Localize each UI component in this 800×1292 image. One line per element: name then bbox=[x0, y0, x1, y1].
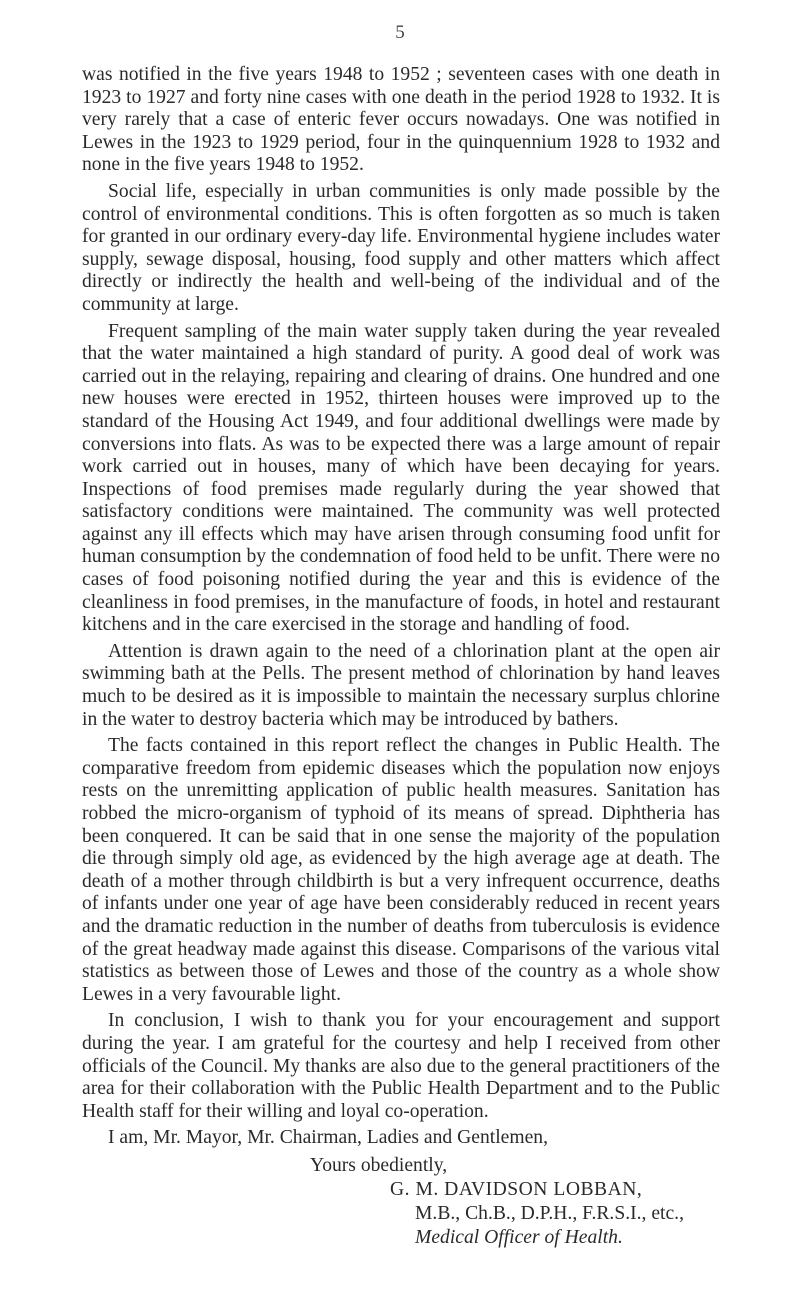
report-body bbox=[82, 64, 720, 1250]
paragraph-public-health: The facts contained in this report reflect the changes in Public Health. The comparative freedom from epidemic diseases which the population now enjoys rests on the unremitting application of public health measures. Sanitation has robbed the micro-organism of typhoid of its means of spread. Diphtheria has been conquered. It can be said that in one sense the majority of the population die through simply old age, as evidenced by the high average age at death. The death of a mother through childbirth is but a very infrequent occurrence, deaths of infants under one year of age have been considerably reduced in recent years and the dramatic reduction in the number of deaths from tuberculosis is evidence of the great headway made against this disease. Comparisons of the various vital statistics as between those of Lewes and those of the country as a whole show Lewes in a very favourable light. bbox=[82, 735, 720, 1005]
signature-block bbox=[82, 1154, 720, 1250]
paragraph-conclusion: In conclusion, I wish to thank you for your encouragement and support during the year. I am grateful for the courtesy and help I received from other officials of the Council. My thanks are also due to the general practitioners of the area for their collaboration with the Public Health Department and to the Public Health staff for their willing and loyal co-operation. bbox=[82, 1010, 720, 1122]
signatory-name: G. M. DAVIDSON LOBBAN, bbox=[390, 1178, 643, 1200]
paragraph-enteric-fever: was notified in the five years 1948 to 1952 ; seventeen cases with one death in 1923 to 1927 and forty nine cases with one death in the period 1928 to 1932. It is very rarely that a case of enteric fever occurs nowadays. One was notified in Lewes in the 1923 to 1929 period, four in the quinquennium 1928 to 1932 and none in the five years 1948 to 1952. bbox=[82, 64, 720, 176]
page-number: 5 bbox=[395, 22, 405, 43]
paragraph-chlorination: Attention is drawn again to the need of a chlorination plant at the open air swimming bath at the Pells. The present method of chlorination by hand leaves much to be desired as it is impossible to maintain the necessary surplus chlorine in the water to destroy bacteria which may be introduced by bathers. bbox=[82, 640, 720, 730]
paragraph-water-supply: Frequent sampling of the main water supply taken during the year revealed that the water maintained a high standard of purity. A good deal of work was carried out in the relaying, repairing and clearing of drains. One hundred and one new houses were erected in 1952, thirteen houses were improved up to the standard of the Housing Act 1949, and four additional dwellings were made by conversions into flats. As was to be expected there was a large amount of repair work carried out in houses, many of which have been decaying for years. Inspections of food premises made regularly during the year showed that satisfactory conditions were maintained. The community was well protected against any ill effects which may have arisen through consuming food unfit for human consumption by the condemnation of food held to be unfit. There were no cases of food poisoning notified during the year and this is evidence of the cleanliness in food premises, in the manufacture of foods, in hotel and restaurant kitchens and in the care exercised in the storage and handling of food. bbox=[82, 320, 720, 636]
closing-valediction: Yours obediently, bbox=[310, 1154, 448, 1176]
signatory-qualifications: M.B., Ch.B., D.P.H., F.R.S.I., etc., bbox=[415, 1202, 684, 1224]
closing-salutation: I am, Mr. Mayor, Mr. Chairman, Ladies and Gentlemen, bbox=[108, 1127, 548, 1149]
paragraph-social-life: Social life, especially in urban communities is only made possible by the control of environmental conditions. This is often forgotten as so much is taken for granted in our ordinary every-day life. Environmental hygiene includes water supply, sewage disposal, housing, food supply and other matters which affect directly or indirectly the health and well-being of the individual and of the community at large. bbox=[82, 180, 720, 315]
signatory-title: Medical Officer of Health. bbox=[415, 1226, 623, 1248]
